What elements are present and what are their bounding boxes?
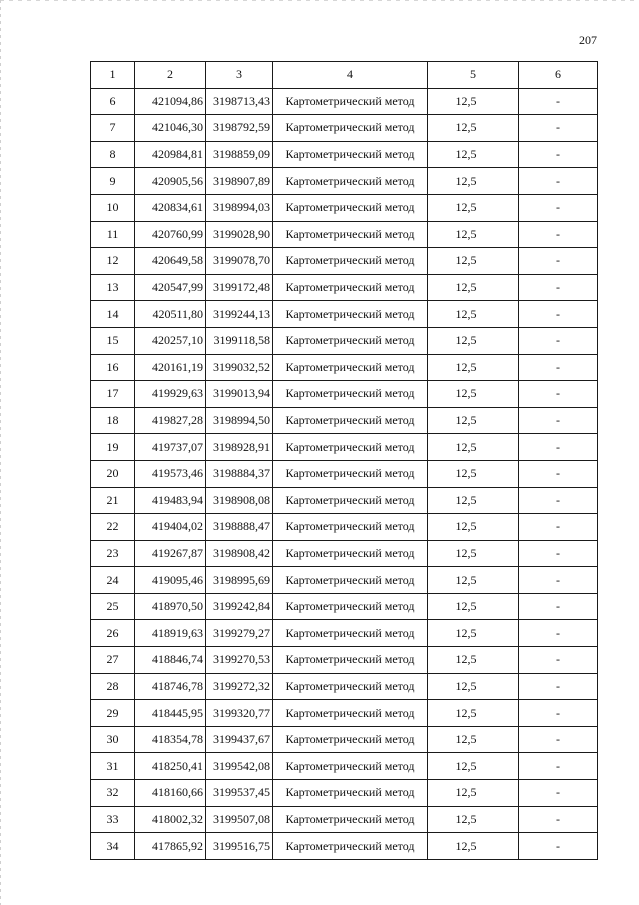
accuracy-cell: 12,5 [428, 88, 519, 115]
table-row [91, 567, 598, 594]
y-coordinate-cell: 3198884,37 [206, 460, 273, 487]
table-row [91, 726, 598, 753]
y-coordinate-cell: 3199244,13 [206, 301, 273, 328]
table-row [91, 540, 598, 567]
accuracy-cell: 12,5 [428, 593, 519, 620]
y-coordinate-cell: 3199028,90 [206, 221, 273, 248]
method-cell: Картометрический метод [273, 168, 428, 195]
note-cell: - [519, 700, 598, 727]
note-cell: - [519, 381, 598, 408]
method-cell: Картометрический метод [273, 780, 428, 807]
y-coordinate-cell: 3198995,69 [206, 567, 273, 594]
point-number-cell: 30 [91, 726, 135, 753]
point-number-cell: 33 [91, 806, 135, 833]
y-coordinate-cell: 3199516,75 [206, 833, 273, 860]
header-cell-3: 3 [206, 62, 273, 89]
table-row [91, 381, 598, 408]
table-row [91, 274, 598, 301]
accuracy-cell: 12,5 [428, 806, 519, 833]
x-coordinate-cell: 419929,63 [135, 381, 206, 408]
x-coordinate-cell: 419737,07 [135, 434, 206, 461]
accuracy-cell: 12,5 [428, 248, 519, 275]
point-number-cell: 12 [91, 248, 135, 275]
point-number-cell: 10 [91, 194, 135, 221]
point-number-cell: 22 [91, 514, 135, 541]
method-cell: Картометрический метод [273, 806, 428, 833]
accuracy-cell: 12,5 [428, 381, 519, 408]
scan-edge-top [0, 0, 639, 1]
point-number-cell: 28 [91, 673, 135, 700]
table-row [91, 354, 598, 381]
note-cell: - [519, 514, 598, 541]
accuracy-cell: 12,5 [428, 194, 519, 221]
method-cell: Картометрический метод [273, 301, 428, 328]
header-cell-2: 2 [135, 62, 206, 89]
point-number-cell: 26 [91, 620, 135, 647]
method-cell: Картометрический метод [273, 700, 428, 727]
accuracy-cell: 12,5 [428, 726, 519, 753]
y-coordinate-cell: 3198888,47 [206, 514, 273, 541]
x-coordinate-cell: 421046,30 [135, 115, 206, 142]
method-cell: Картометрический метод [273, 833, 428, 860]
x-coordinate-cell: 419095,46 [135, 567, 206, 594]
x-coordinate-cell: 420984,81 [135, 141, 206, 168]
method-cell: Картометрический метод [273, 753, 428, 780]
table-row [91, 673, 598, 700]
x-coordinate-cell: 420649,58 [135, 248, 206, 275]
point-number-cell: 9 [91, 168, 135, 195]
note-cell: - [519, 753, 598, 780]
note-cell: - [519, 248, 598, 275]
method-cell: Картометрический метод [273, 647, 428, 674]
method-cell: Картометрический метод [273, 327, 428, 354]
x-coordinate-cell: 419404,02 [135, 514, 206, 541]
accuracy-cell: 12,5 [428, 567, 519, 594]
accuracy-cell: 12,5 [428, 673, 519, 700]
x-coordinate-cell: 419483,94 [135, 487, 206, 514]
table-row [91, 434, 598, 461]
y-coordinate-cell: 3198713,43 [206, 88, 273, 115]
point-number-cell: 21 [91, 487, 135, 514]
note-cell: - [519, 593, 598, 620]
method-cell: Картометрический метод [273, 540, 428, 567]
accuracy-cell: 12,5 [428, 647, 519, 674]
point-number-cell: 11 [91, 221, 135, 248]
note-cell: - [519, 833, 598, 860]
point-number-cell: 14 [91, 301, 135, 328]
x-coordinate-cell: 418354,78 [135, 726, 206, 753]
accuracy-cell: 12,5 [428, 700, 519, 727]
accuracy-cell: 12,5 [428, 780, 519, 807]
x-coordinate-cell: 418160,66 [135, 780, 206, 807]
note-cell: - [519, 354, 598, 381]
note-cell: - [519, 540, 598, 567]
accuracy-cell: 12,5 [428, 168, 519, 195]
accuracy-cell: 12,5 [428, 753, 519, 780]
point-number-cell: 29 [91, 700, 135, 727]
y-coordinate-cell: 3199437,67 [206, 726, 273, 753]
note-cell: - [519, 620, 598, 647]
method-cell: Картометрический метод [273, 726, 428, 753]
x-coordinate-cell: 418250,41 [135, 753, 206, 780]
table-row [91, 514, 598, 541]
y-coordinate-cell: 3198859,09 [206, 141, 273, 168]
coordinates-table [90, 61, 598, 860]
method-cell: Картометрический метод [273, 194, 428, 221]
note-cell: - [519, 88, 598, 115]
table-row [91, 460, 598, 487]
accuracy-cell: 12,5 [428, 301, 519, 328]
method-cell: Картометрический метод [273, 248, 428, 275]
method-cell: Картометрический метод [273, 274, 428, 301]
accuracy-cell: 12,5 [428, 620, 519, 647]
method-cell: Картометрический метод [273, 487, 428, 514]
point-number-cell: 17 [91, 381, 135, 408]
accuracy-cell: 12,5 [428, 407, 519, 434]
x-coordinate-cell: 418919,63 [135, 620, 206, 647]
y-coordinate-cell: 3199270,53 [206, 647, 273, 674]
scan-edge-left [0, 0, 1, 905]
x-coordinate-cell: 420760,99 [135, 221, 206, 248]
point-number-cell: 16 [91, 354, 135, 381]
note-cell: - [519, 460, 598, 487]
note-cell: - [519, 726, 598, 753]
accuracy-cell: 12,5 [428, 327, 519, 354]
x-coordinate-cell: 418002,32 [135, 806, 206, 833]
y-coordinate-cell: 3198907,89 [206, 168, 273, 195]
note-cell: - [519, 141, 598, 168]
x-coordinate-cell: 418970,50 [135, 593, 206, 620]
table-row [91, 780, 598, 807]
method-cell: Картометрический метод [273, 460, 428, 487]
method-cell: Картометрический метод [273, 593, 428, 620]
table-row [91, 620, 598, 647]
accuracy-cell: 12,5 [428, 434, 519, 461]
header-cell-1: 1 [91, 62, 135, 89]
y-coordinate-cell: 3198994,03 [206, 194, 273, 221]
x-coordinate-cell: 419573,46 [135, 460, 206, 487]
table-row [91, 115, 598, 142]
x-coordinate-cell: 418445,95 [135, 700, 206, 727]
method-cell: Картометрический метод [273, 88, 428, 115]
x-coordinate-cell: 420511,80 [135, 301, 206, 328]
method-cell: Картометрический метод [273, 141, 428, 168]
accuracy-cell: 12,5 [428, 274, 519, 301]
table-header-row [91, 62, 598, 89]
accuracy-cell: 12,5 [428, 487, 519, 514]
x-coordinate-cell: 421094,86 [135, 88, 206, 115]
y-coordinate-cell: 3199320,77 [206, 700, 273, 727]
method-cell: Картометрический метод [273, 354, 428, 381]
table-row [91, 700, 598, 727]
note-cell: - [519, 168, 598, 195]
point-number-cell: 24 [91, 567, 135, 594]
point-number-cell: 6 [91, 88, 135, 115]
y-coordinate-cell: 3199279,27 [206, 620, 273, 647]
y-coordinate-cell: 3198908,08 [206, 487, 273, 514]
y-coordinate-cell: 3199272,32 [206, 673, 273, 700]
accuracy-cell: 12,5 [428, 354, 519, 381]
y-coordinate-cell: 3199242,84 [206, 593, 273, 620]
y-coordinate-cell: 3198928,91 [206, 434, 273, 461]
y-coordinate-cell: 3199032,52 [206, 354, 273, 381]
table-row [91, 487, 598, 514]
note-cell: - [519, 407, 598, 434]
y-coordinate-cell: 3199172,48 [206, 274, 273, 301]
table-row [91, 168, 598, 195]
note-cell: - [519, 327, 598, 354]
note-cell: - [519, 487, 598, 514]
table-row [91, 301, 598, 328]
table-row [91, 806, 598, 833]
table-row [91, 647, 598, 674]
table-row [91, 407, 598, 434]
note-cell: - [519, 301, 598, 328]
y-coordinate-cell: 3199013,94 [206, 381, 273, 408]
note-cell: - [519, 115, 598, 142]
accuracy-cell: 12,5 [428, 460, 519, 487]
table-row [91, 753, 598, 780]
note-cell: - [519, 806, 598, 833]
x-coordinate-cell: 418846,74 [135, 647, 206, 674]
point-number-cell: 31 [91, 753, 135, 780]
method-cell: Картометрический метод [273, 434, 428, 461]
x-coordinate-cell: 420547,99 [135, 274, 206, 301]
point-number-cell: 23 [91, 540, 135, 567]
note-cell: - [519, 673, 598, 700]
y-coordinate-cell: 3199118,58 [206, 327, 273, 354]
table-row [91, 833, 598, 860]
method-cell: Картометрический метод [273, 620, 428, 647]
x-coordinate-cell: 420257,10 [135, 327, 206, 354]
y-coordinate-cell: 3198908,42 [206, 540, 273, 567]
point-number-cell: 20 [91, 460, 135, 487]
table-row [91, 88, 598, 115]
point-number-cell: 27 [91, 647, 135, 674]
method-cell: Картометрический метод [273, 407, 428, 434]
method-cell: Картометрический метод [273, 673, 428, 700]
table-row [91, 221, 598, 248]
point-number-cell: 19 [91, 434, 135, 461]
x-coordinate-cell: 418746,78 [135, 673, 206, 700]
header-cell-4: 4 [273, 62, 428, 89]
method-cell: Картометрический метод [273, 567, 428, 594]
note-cell: - [519, 647, 598, 674]
point-number-cell: 15 [91, 327, 135, 354]
y-coordinate-cell: 3198994,50 [206, 407, 273, 434]
note-cell: - [519, 274, 598, 301]
x-coordinate-cell: 420905,56 [135, 168, 206, 195]
accuracy-cell: 12,5 [428, 221, 519, 248]
y-coordinate-cell: 3199078,70 [206, 248, 273, 275]
x-coordinate-cell: 419267,87 [135, 540, 206, 567]
table-row [91, 194, 598, 221]
point-number-cell: 13 [91, 274, 135, 301]
page-number: 207 [579, 33, 597, 47]
table-row [91, 327, 598, 354]
method-cell: Картометрический метод [273, 115, 428, 142]
header-cell-5: 5 [428, 62, 519, 89]
point-number-cell: 32 [91, 780, 135, 807]
method-cell: Картометрический метод [273, 221, 428, 248]
note-cell: - [519, 567, 598, 594]
method-cell: Картометрический метод [273, 514, 428, 541]
method-cell: Картометрический метод [273, 381, 428, 408]
accuracy-cell: 12,5 [428, 141, 519, 168]
note-cell: - [519, 194, 598, 221]
y-coordinate-cell: 3198792,59 [206, 115, 273, 142]
point-number-cell: 8 [91, 141, 135, 168]
note-cell: - [519, 434, 598, 461]
note-cell: - [519, 780, 598, 807]
table-row [91, 248, 598, 275]
table-row [91, 593, 598, 620]
x-coordinate-cell: 420834,61 [135, 194, 206, 221]
accuracy-cell: 12,5 [428, 833, 519, 860]
y-coordinate-cell: 3199542,08 [206, 753, 273, 780]
x-coordinate-cell: 420161,19 [135, 354, 206, 381]
point-number-cell: 7 [91, 115, 135, 142]
y-coordinate-cell: 3199537,45 [206, 780, 273, 807]
accuracy-cell: 12,5 [428, 514, 519, 541]
table-row [91, 141, 598, 168]
accuracy-cell: 12,5 [428, 115, 519, 142]
y-coordinate-cell: 3199507,08 [206, 806, 273, 833]
x-coordinate-cell: 419827,28 [135, 407, 206, 434]
point-number-cell: 34 [91, 833, 135, 860]
x-coordinate-cell: 417865,92 [135, 833, 206, 860]
note-cell: - [519, 221, 598, 248]
point-number-cell: 25 [91, 593, 135, 620]
accuracy-cell: 12,5 [428, 540, 519, 567]
header-cell-6: 6 [519, 62, 598, 89]
point-number-cell: 18 [91, 407, 135, 434]
